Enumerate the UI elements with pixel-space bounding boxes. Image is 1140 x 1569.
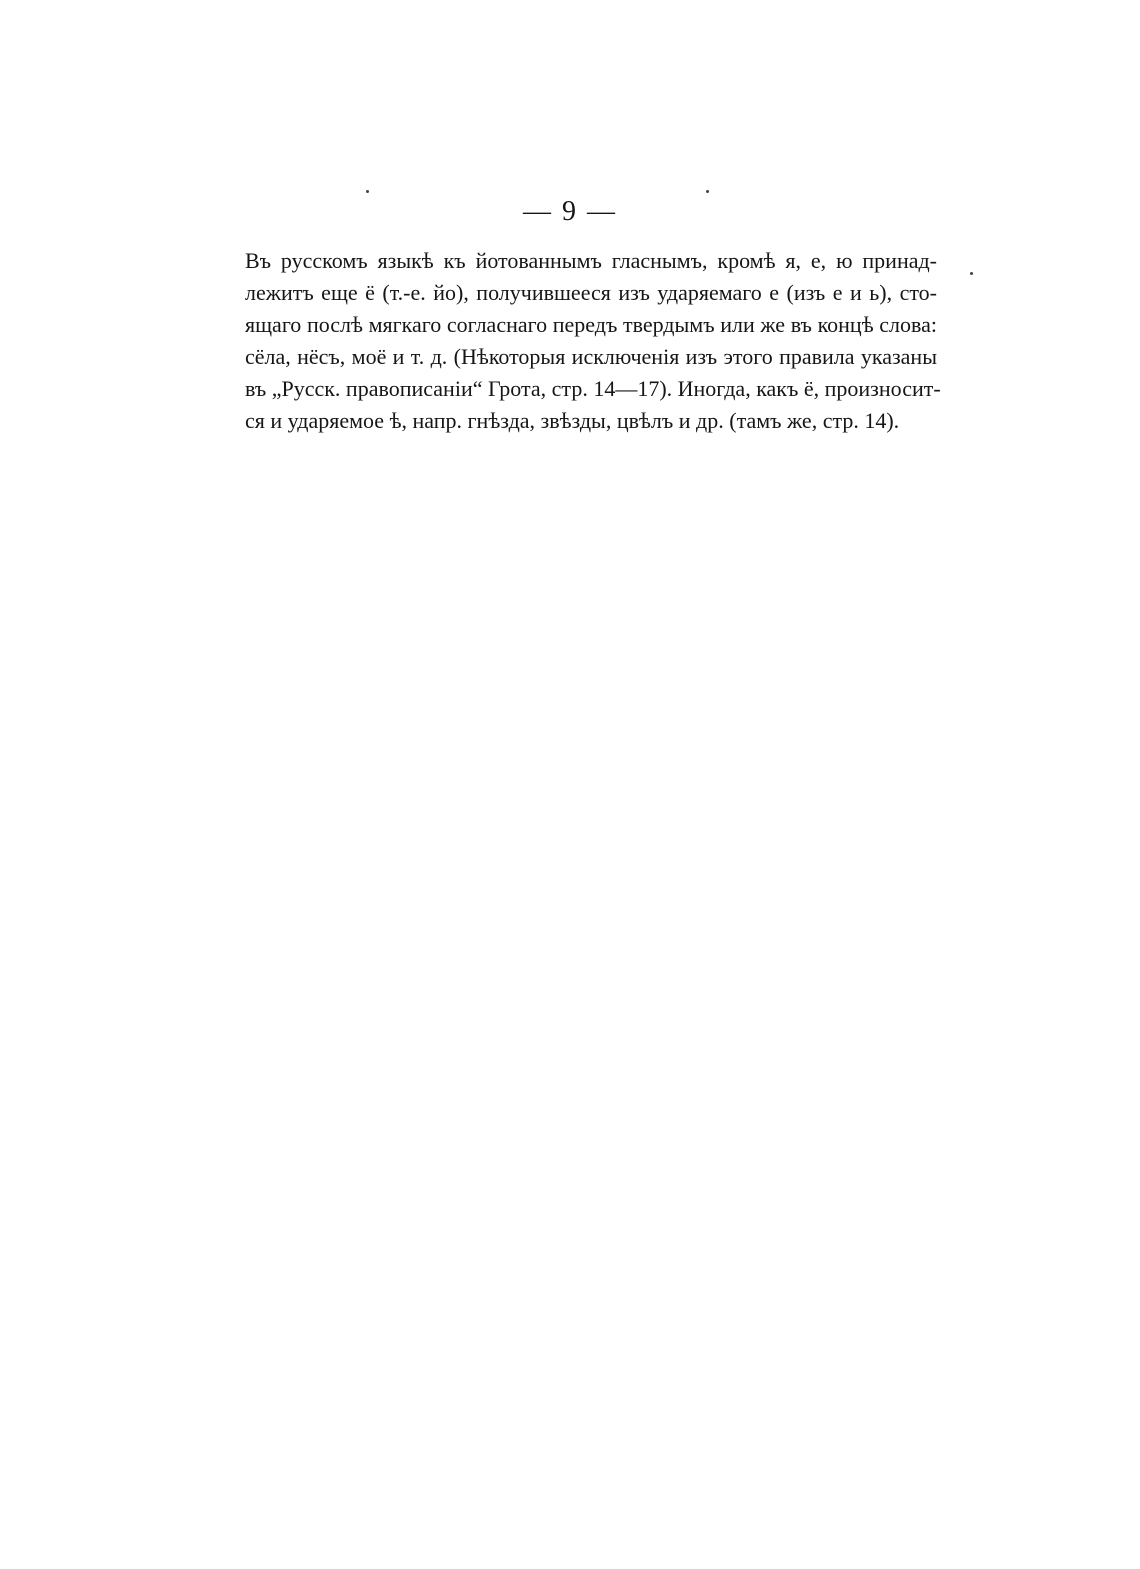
paragraph-line: лежитъ еще ё (т.-е. йо), получившееся изъ ударяемаго е (изъ е и ь), сто- — [245, 280, 937, 305]
paragraph-line: ся и ударяемое ѣ, напр. гнѣзда, звѣзды, цвѣлъ и др. (тамъ же, стр. 14). — [245, 408, 900, 433]
paragraph-line: сёла, нёсъ, моё и т. д. (Нѣкоторыя исключенія изъ этого правила указаны — [245, 344, 937, 369]
paragraph-line: въ „Русск. правописаніи“ Грота, стр. 14—17). Иногда, какъ ё, произносит- — [245, 376, 941, 401]
print-speck — [970, 272, 973, 275]
page-number: — 9 — — [523, 196, 617, 227]
paragraph-line: Въ русскомъ языкѣ къ йотованнымъ гласнымъ, кромѣ я, е, ю принад- — [245, 248, 937, 273]
print-speck — [366, 190, 369, 193]
paragraph-line: ящаго послѣ мягкаго согласнаго передъ твердымъ или же въ концѣ слова: — [245, 312, 937, 337]
print-speck — [706, 190, 709, 193]
